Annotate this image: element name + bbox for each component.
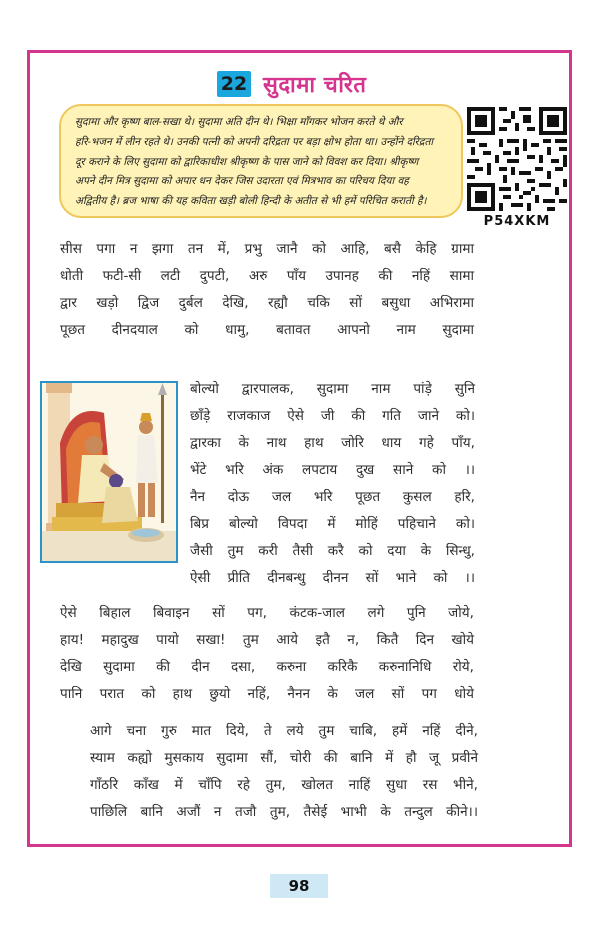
verse-line: धोती फटी-सी लटी दुपटी, अरु पाँय उपानह की नहिं सामा — [60, 268, 474, 284]
chapter-title: सुदामा चरित — [263, 73, 367, 98]
intro-line: अपने दीन मित्र सुदामा को अपार धन देकर जिस उदारता एवं मित्रभाव का परिचय दिया वह — [75, 175, 409, 188]
verse-line: जैसी तुम करी तैसी करै को दया के सिन्धु, — [190, 543, 475, 559]
intro-line: दूर कराने के लिए सुदामा को द्वारिकाधीश श्रीकृष्ण के पास जाने को विवश कर दिया। श्रीकृष्ण — [75, 155, 419, 168]
verse-line: ऐसी प्रीति दीनबन्धु दीनन सों भाने को ।। — [190, 570, 475, 586]
verse-line: छाँड़े राजकाज ऐसे जी की गति जाने को। — [190, 408, 475, 424]
verse-line: सीस पगा न झगा तन में, प्रभु जानै को आहि, बसै केहि ग्रामा — [60, 241, 474, 257]
qr-code-label: P54XKM — [483, 214, 551, 229]
verse-line: भेंटे भरि अंक लपटाय दुख साने को ।। — [190, 462, 475, 478]
qr-code[interactable] — [467, 107, 572, 229]
verse-line: बिप्र बोल्यो विपदा में मोहिं पहिचाने को। — [190, 516, 475, 532]
page-number: 98 — [270, 874, 328, 898]
verse-line: हाय! महादुख पायो सखा! तुम आये इतै न, कितै दिन खोये — [60, 632, 474, 648]
chapter-heading — [217, 70, 366, 98]
verse-line: द्वार खड़ो द्विज दुर्बल देखि, रह्यौ चकि सों बसुधा अभिरामा — [60, 295, 474, 311]
verse-line: देखि सुदामा की दीन दसा, करुना करिकै करुनानिधि रोये, — [60, 659, 474, 675]
intro-line: सुदामा और कृष्ण बाल-सखा थे। सुदामा अति दीन थे। भिक्षा माँगकर भोजन करते थे और — [75, 116, 403, 128]
illustration-image — [42, 383, 176, 561]
verse-line: ऐसे बिहाल बिवाइन सों पग, कंटक-जाल लगे पुनि जोये, — [60, 605, 474, 621]
verse-line: पाछिलि बानि अजौं न तजौ तुम, तैसेई भाभी के तन्दुल कीने।। — [90, 804, 478, 820]
verse-stanza-2 — [190, 376, 475, 592]
verse-stanza-3 — [60, 600, 474, 708]
verse-line: आगे चना गुरु मात दिये, ते लये तुम चाबि, हमें नहिं दीने, — [90, 723, 478, 739]
verse-line: स्याम कह्यो मुसकाय सुदामा सौं, चोरी की बानि में हौ जू प्रवीने — [90, 750, 478, 766]
illustration-krishna-sudama — [40, 381, 178, 563]
verse-line: बोल्यो द्वारपालक, सुदामा नाम पांड़े सुनि — [190, 381, 475, 397]
verse-line: पानि परात को हाथ छुयो नहिं, नैनन के जल सों पग धोये — [60, 686, 474, 702]
chapter-number-badge: 22 — [217, 71, 251, 97]
verse-line: गाँठरि काँख में चाँपि रहे तुम, खोलत नाहिं सुधा रस भीने, — [90, 777, 478, 793]
intro-line: अद्वितीय है। ब्रज भाषा की यह कविता खड़ी बोली हिन्दी के अतीत से भी हमें परिचित कराती है। — [75, 195, 427, 208]
verse-stanza-1 — [60, 236, 474, 344]
verse-stanza-4 — [90, 718, 478, 826]
verse-line: नैन दोऊ जल भरि पूछत कुसल हरि, — [190, 489, 475, 505]
verse-line: पूछत दीनदयाल को धामु, बतावत आपनो नाम सुदामा — [60, 322, 474, 338]
intro-box — [59, 104, 463, 218]
intro-line: हरि-भजन में लीन रहते थे। उनकी पत्नी को अपनी दरिद्रता पर बड़ा क्षोभ होता था। उन्होंने दरिद्रता — [75, 135, 434, 148]
qr-code-icon — [467, 107, 567, 211]
verse-line: द्वारका के नाथ हाथ जोरि धाय गहे पाँय, — [190, 435, 475, 451]
